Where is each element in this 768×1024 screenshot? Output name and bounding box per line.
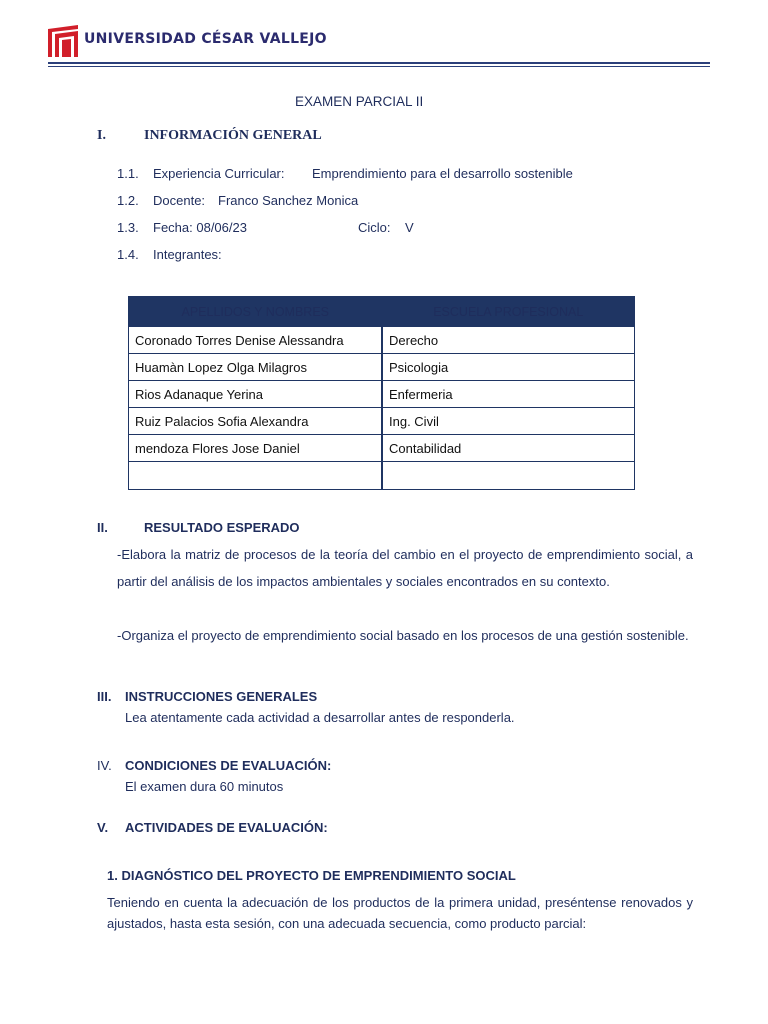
section-4-title: CONDICIONES DE EVALUACIÓN: (125, 758, 332, 773)
column-header-names: APELLIDOS Y NOMBRES (129, 297, 383, 327)
section-1-title: INFORMACIÓN GENERAL (144, 128, 322, 143)
item-1-1-number: 1.1. (117, 166, 139, 181)
activity-1-text: Teniendo en cuenta la adecuación de los productos de la primera unidad, preséntense renovados y ajustados, hasta esta sesión, con una adecuada secuencia, como producto parcial: (107, 895, 693, 931)
member-name: Huamàn Lopez Olga Milagros (129, 354, 383, 381)
section-5-title: ACTIVIDADES DE EVALUACIÓN: (125, 820, 328, 835)
section-3-number: III. (97, 689, 112, 704)
member-school: Contabilidad (382, 435, 635, 462)
item-1-4-number: 1.4. (117, 247, 139, 262)
members-table (128, 296, 635, 490)
section-2-number: II. (97, 520, 108, 535)
section-3-text: Lea atentamente cada actividad a desarrollar antes de responderla. (125, 710, 515, 725)
table-header-row (129, 297, 635, 327)
member-name: mendoza Flores Jose Daniel (129, 435, 383, 462)
item-1-3-cycle-value: V (405, 220, 414, 235)
member-school: Ing. Civil (382, 408, 635, 435)
exam-title: EXAMEN PARCIAL II (295, 94, 424, 109)
item-1-2-label: Docente: (153, 193, 206, 208)
member-school: Derecho (382, 327, 635, 354)
member-school: Enfermeria (382, 381, 635, 408)
table-row (129, 381, 635, 408)
table-row (129, 408, 635, 435)
item-1-2-value: Franco Sanchez Monica (218, 193, 359, 208)
section-2-title: RESULTADO ESPERADO (144, 520, 300, 535)
section-4-number: IV. (97, 758, 112, 773)
item-1-3-number: 1.3. (117, 220, 139, 235)
member-name (129, 462, 383, 490)
member-name: Ruiz Palacios Sofia Alexandra (129, 408, 383, 435)
page-header (0, 0, 768, 70)
member-school: Psicologia (382, 354, 635, 381)
header-divider-thin (48, 66, 710, 67)
column-header-school: ESCUELA PROFESIONAL (382, 297, 635, 327)
item-1-1-value: Emprendimiento para el desarrollo sostenible (312, 166, 573, 181)
item-1-2-number: 1.2. (117, 193, 139, 208)
member-name: Coronado Torres Denise Alessandra (129, 327, 383, 354)
section-4-text: El examen dura 60 minutos (125, 779, 284, 794)
ucv-logo-icon (48, 25, 78, 57)
section-1-number: I. (97, 128, 106, 143)
table-row (129, 354, 635, 381)
item-1-4-label: Integrantes: (153, 247, 222, 262)
institution-name: UNIVERSIDAD CÉSAR VALLEJO (84, 31, 327, 47)
item-1-3-label: Fecha: 08/06/23 (153, 220, 247, 235)
table-row (129, 327, 635, 354)
section-5-number: V. (97, 820, 109, 835)
member-name: Rios Adanaque Yerina (129, 381, 383, 408)
header-divider (48, 62, 710, 64)
section-3-title: INSTRUCCIONES GENERALES (125, 689, 318, 704)
item-1-3-cycle-label: Ciclo: (358, 220, 391, 235)
expected-result-1: -Elabora la matriz de procesos de la teoría del cambio en el proyecto de emprendimiento social, a partir del análisis de los impactos ambientales y sociales encontrados en su contexto. (117, 547, 693, 589)
item-1-1-label: Experiencia Curricular: (153, 166, 285, 181)
activity-1-title: 1. DIAGNÓSTICO DEL PROYECTO DE EMPRENDIMIENTO SOCIAL (107, 868, 516, 883)
expected-result-2: -Organiza el proyecto de emprendimiento social basado en los procesos de una gestión sostenible. (117, 628, 689, 643)
member-school (382, 462, 635, 490)
table-row (129, 435, 635, 462)
table-row (129, 462, 635, 490)
